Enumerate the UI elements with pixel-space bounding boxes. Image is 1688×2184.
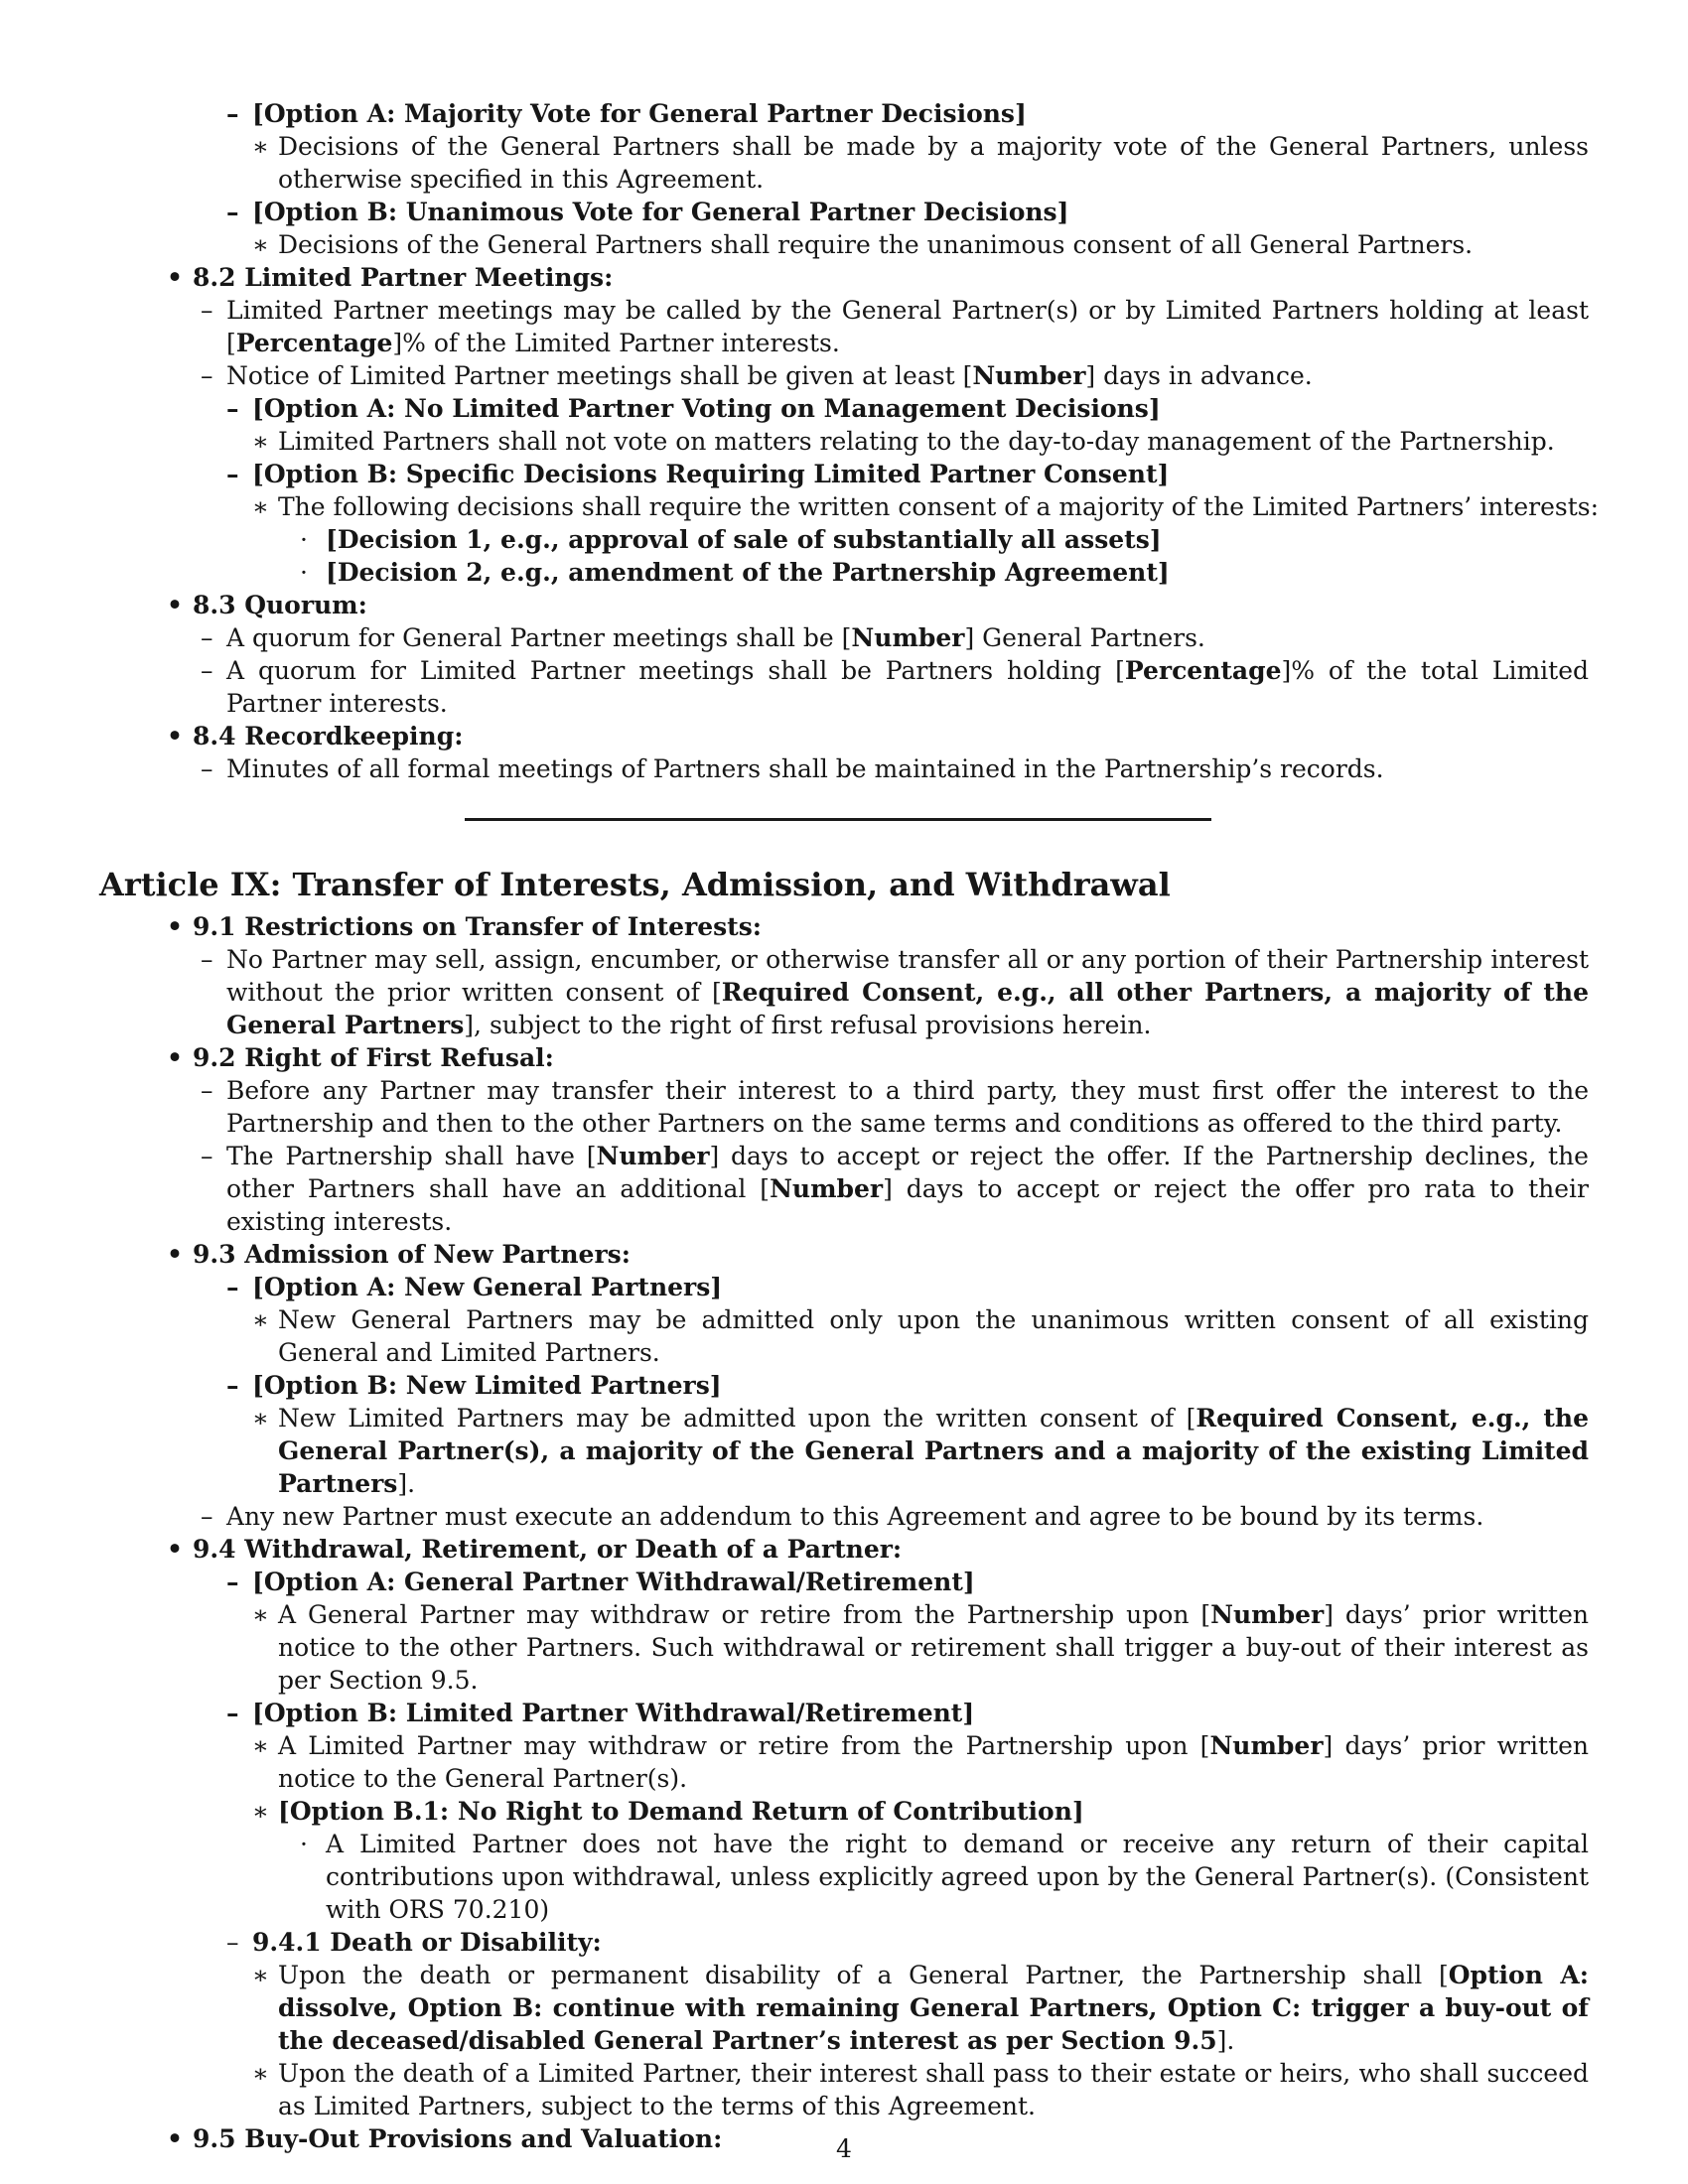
option-text: ∗ Limited Partners shall not vote on matters relating to the day-to-day management of the Partnership.	[252, 427, 1555, 456]
list-item: · [Decision 1, e.g., approval of sale of substantially all assets]	[300, 525, 1162, 554]
option-text: ∗ Upon the death of a Limited Partner, their interest shall pass to their estate or heirs, who shall succeed as Limited Partners, subject to the terms of this Agreement.	[252, 2059, 1589, 2120]
list-item: – A quorum for General Partner meetings shall be [Number] General Partners.	[201, 623, 1205, 652]
option-heading: ∗ [Option B.1: No Right to Demand Return of Contribution]	[252, 1797, 1084, 1826]
option-heading: – [Option B: Specific Decisions Requiring Limited Partner Consent]	[226, 460, 1170, 488]
section-heading: • 9.5 Buy-Out Provisions and Valuation:	[167, 2124, 723, 2153]
section-divider	[465, 818, 1211, 821]
document-page	[99, 97, 1600, 2155]
option-heading: – [Option A: General Partner Withdrawal/Retirement]	[226, 1568, 975, 1596]
list-item: – Any new Partner must execute an addendum to this Agreement and agree to be bound by its terms.	[201, 1502, 1484, 1531]
option-text: ∗ New General Partners may be admitted only upon the unanimous written consent of all existing General and Limited Partners.	[252, 1305, 1589, 1367]
option-text: ∗ Decisions of the General Partners shall require the unanimous consent of all General Partners.	[252, 230, 1474, 259]
list-item: – Notice of Limited Partner meetings shall be given at least [Number] days in advance.	[201, 361, 1313, 390]
section-heading: • 8.3 Quorum:	[167, 591, 367, 619]
option-text: ∗ New Limited Partners may be admitted upon the written consent of [Required Consent, e.g., the General Partner(s), a majority of the General Partners and a majority of the existing Limited Partners].	[252, 1404, 1589, 1498]
section-heading: • 9.1 Restrictions on Transfer of Interests:	[167, 912, 763, 941]
option-text: ∗ A Limited Partner may withdraw or retire from the Partnership upon [Number] days’ prior written notice to the General Partner(s).	[252, 1731, 1590, 1793]
list-item: · [Decision 2, e.g., amendment of the Partnership Agreement]	[300, 558, 1170, 587]
subsection-heading: – 9.4.1 Death or Disability:	[226, 1928, 602, 1957]
list-item: – A quorum for Limited Partner meetings shall be Partners holding [Percentage]% of the total Limited Partner interests.	[201, 656, 1590, 718]
option-heading: – [Option A: New General Partners]	[226, 1273, 723, 1301]
section-heading: • 8.2 Limited Partner Meetings:	[167, 263, 614, 292]
list-item: – Limited Partner meetings may be called by the General Partner(s) or by Limited Partners holding at least [Percentage]% of the Limited Partner interests.	[201, 296, 1589, 357]
section-heading: • 9.3 Admission of New Partners:	[167, 1240, 631, 1269]
option-heading: – [Option A: No Limited Partner Voting on Management Decisions]	[226, 394, 1161, 423]
section-heading: • 9.2 Right of First Refusal:	[167, 1043, 554, 1072]
option-text: ∗ A General Partner may withdraw or retire from the Partnership upon [Number] days’ prior written notice to the other Partners. Such withdrawal or retirement shall trigger a buy-out of their interest as per Section 9.5.	[252, 1600, 1589, 1695]
option-text: ∗ Upon the death or permanent disability of a General Partner, the Partnership shall [Option A: dissolve, Option B: continue with remaining General Partners, Option C: trigger a buy-out of the deceased/disabled General Partner’s interest as per Section 9.5].	[252, 1961, 1589, 2055]
option-heading: – [Option B: Unanimous Vote for General Partner Decisions]	[226, 198, 1069, 226]
option-heading: – [Option B: Limited Partner Withdrawal/Retirement]	[226, 1699, 975, 1727]
list-item: – Before any Partner may transfer their interest to a third party, they must first offer the interest to the Partnership and then to the other Partners on the same terms and conditions as offered to the third party.	[201, 1076, 1589, 1138]
section-heading: • 9.4 Withdrawal, Retirement, or Death of a Partner:	[167, 1535, 903, 1564]
option-heading: – [Option A: Majority Vote for General Partner Decisions]	[226, 99, 1027, 128]
option-heading: – [Option B: New Limited Partners]	[226, 1371, 722, 1400]
option-text: · A Limited Partner does not have the right to demand or receive any return of their capital contributions upon withdrawal, unless explicitly agreed upon by the General Partner(s). (Consistent with ORS 70.210)	[300, 1830, 1589, 1924]
section-heading: • 8.4 Recordkeeping:	[167, 722, 464, 751]
list-item: – No Partner may sell, assign, encumber, or otherwise transfer all or any portion of their Partnership interest without the prior written consent of [Required Consent, e.g., all other Partners, a majority of the General Partners], subject to the right of first refusal provisions herein.	[201, 945, 1589, 1039]
article-heading: Article IX: Transfer of Interests, Admission, and Withdrawal	[99, 866, 1171, 903]
page-number: 4	[836, 2134, 852, 2163]
option-text: ∗ The following decisions shall require the written consent of a majority of the Limited Partners’ interests:	[252, 492, 1600, 521]
option-text: ∗ Decisions of the General Partners shall be made by a majority vote of the General Partners, unless otherwise specified in this Agreement.	[252, 132, 1589, 194]
list-item: – The Partnership shall have [Number] days to accept or reject the offer. If the Partnership declines, the other Partners shall have an additional [Number] days to accept or reject the offer pro rata to their existing interests.	[201, 1142, 1589, 1236]
list-item: – Minutes of all formal meetings of Partners shall be maintained in the Partnership’s records.	[201, 754, 1384, 783]
